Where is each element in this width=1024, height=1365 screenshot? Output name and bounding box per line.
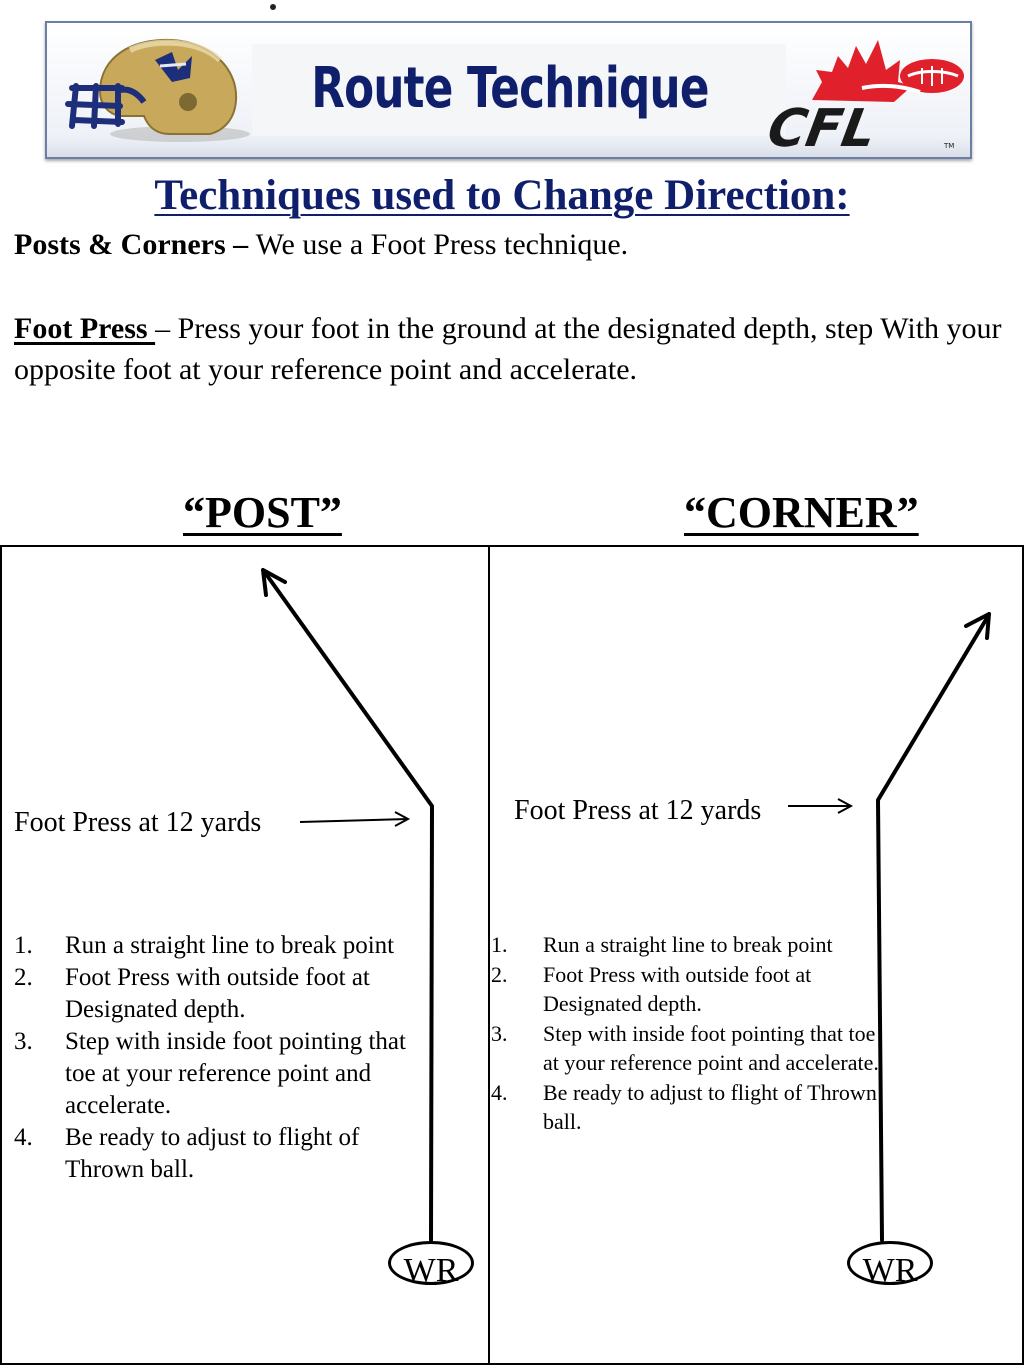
post-foot-press-label: Foot Press at 12 yards bbox=[14, 807, 262, 838]
post-steps-list bbox=[14, 930, 434, 1186]
foot-press-label: Foot Press bbox=[14, 312, 156, 345]
list-item: 3. Step with inside foot pointing that toe at your reference point and accelerate. bbox=[14, 1028, 406, 1119]
list-item: 3. Step with inside foot pointing that toe at your reference point and accelerate. bbox=[491, 1020, 879, 1075]
corner-heading: “CORNER” bbox=[684, 488, 919, 537]
foot-press-text: – Press your foot in the ground at the designated depth, step With your opposite foot at your reference point and accelerate. bbox=[14, 312, 1002, 386]
list-item: 4. Be ready to adjust to flight of Thrown ball. bbox=[14, 1124, 360, 1183]
cfl-logo-text: CFL bbox=[763, 98, 881, 159]
corner-steps-list bbox=[491, 930, 886, 1137]
posts-corners-dash: – bbox=[225, 228, 256, 261]
post-foot-press-arrow bbox=[300, 812, 408, 826]
post-heading: “POST” bbox=[183, 488, 342, 537]
posts-corners-text: We use a Foot Press technique. bbox=[255, 228, 629, 261]
list-item: 4. Be ready to adjust to flight of Thrown ball. bbox=[491, 1079, 877, 1134]
list-item: 2. Foot Press with outside foot at Designated depth. bbox=[491, 961, 812, 1016]
list-item: 2. Foot Press with outside foot at Designated depth. bbox=[14, 964, 370, 1023]
cfl-trademark: TM bbox=[944, 142, 955, 150]
post-wr-player: WR bbox=[388, 1241, 474, 1285]
posts-corners-label: Posts & Corners bbox=[14, 228, 226, 261]
list-item: 1. Run a straight line to break point bbox=[14, 932, 395, 959]
section-headline: Techniques used to Change Direction: bbox=[154, 172, 850, 219]
corner-foot-press-label: Foot Press at 12 yards bbox=[514, 795, 762, 826]
banner-title: Route Technique bbox=[311, 56, 709, 121]
corner-route-line bbox=[878, 614, 989, 1240]
corner-wr-player: WR bbox=[847, 1241, 933, 1285]
corner-foot-press-arrow bbox=[788, 799, 851, 813]
list-item: 1. Run a straight line to break point bbox=[491, 932, 833, 957]
